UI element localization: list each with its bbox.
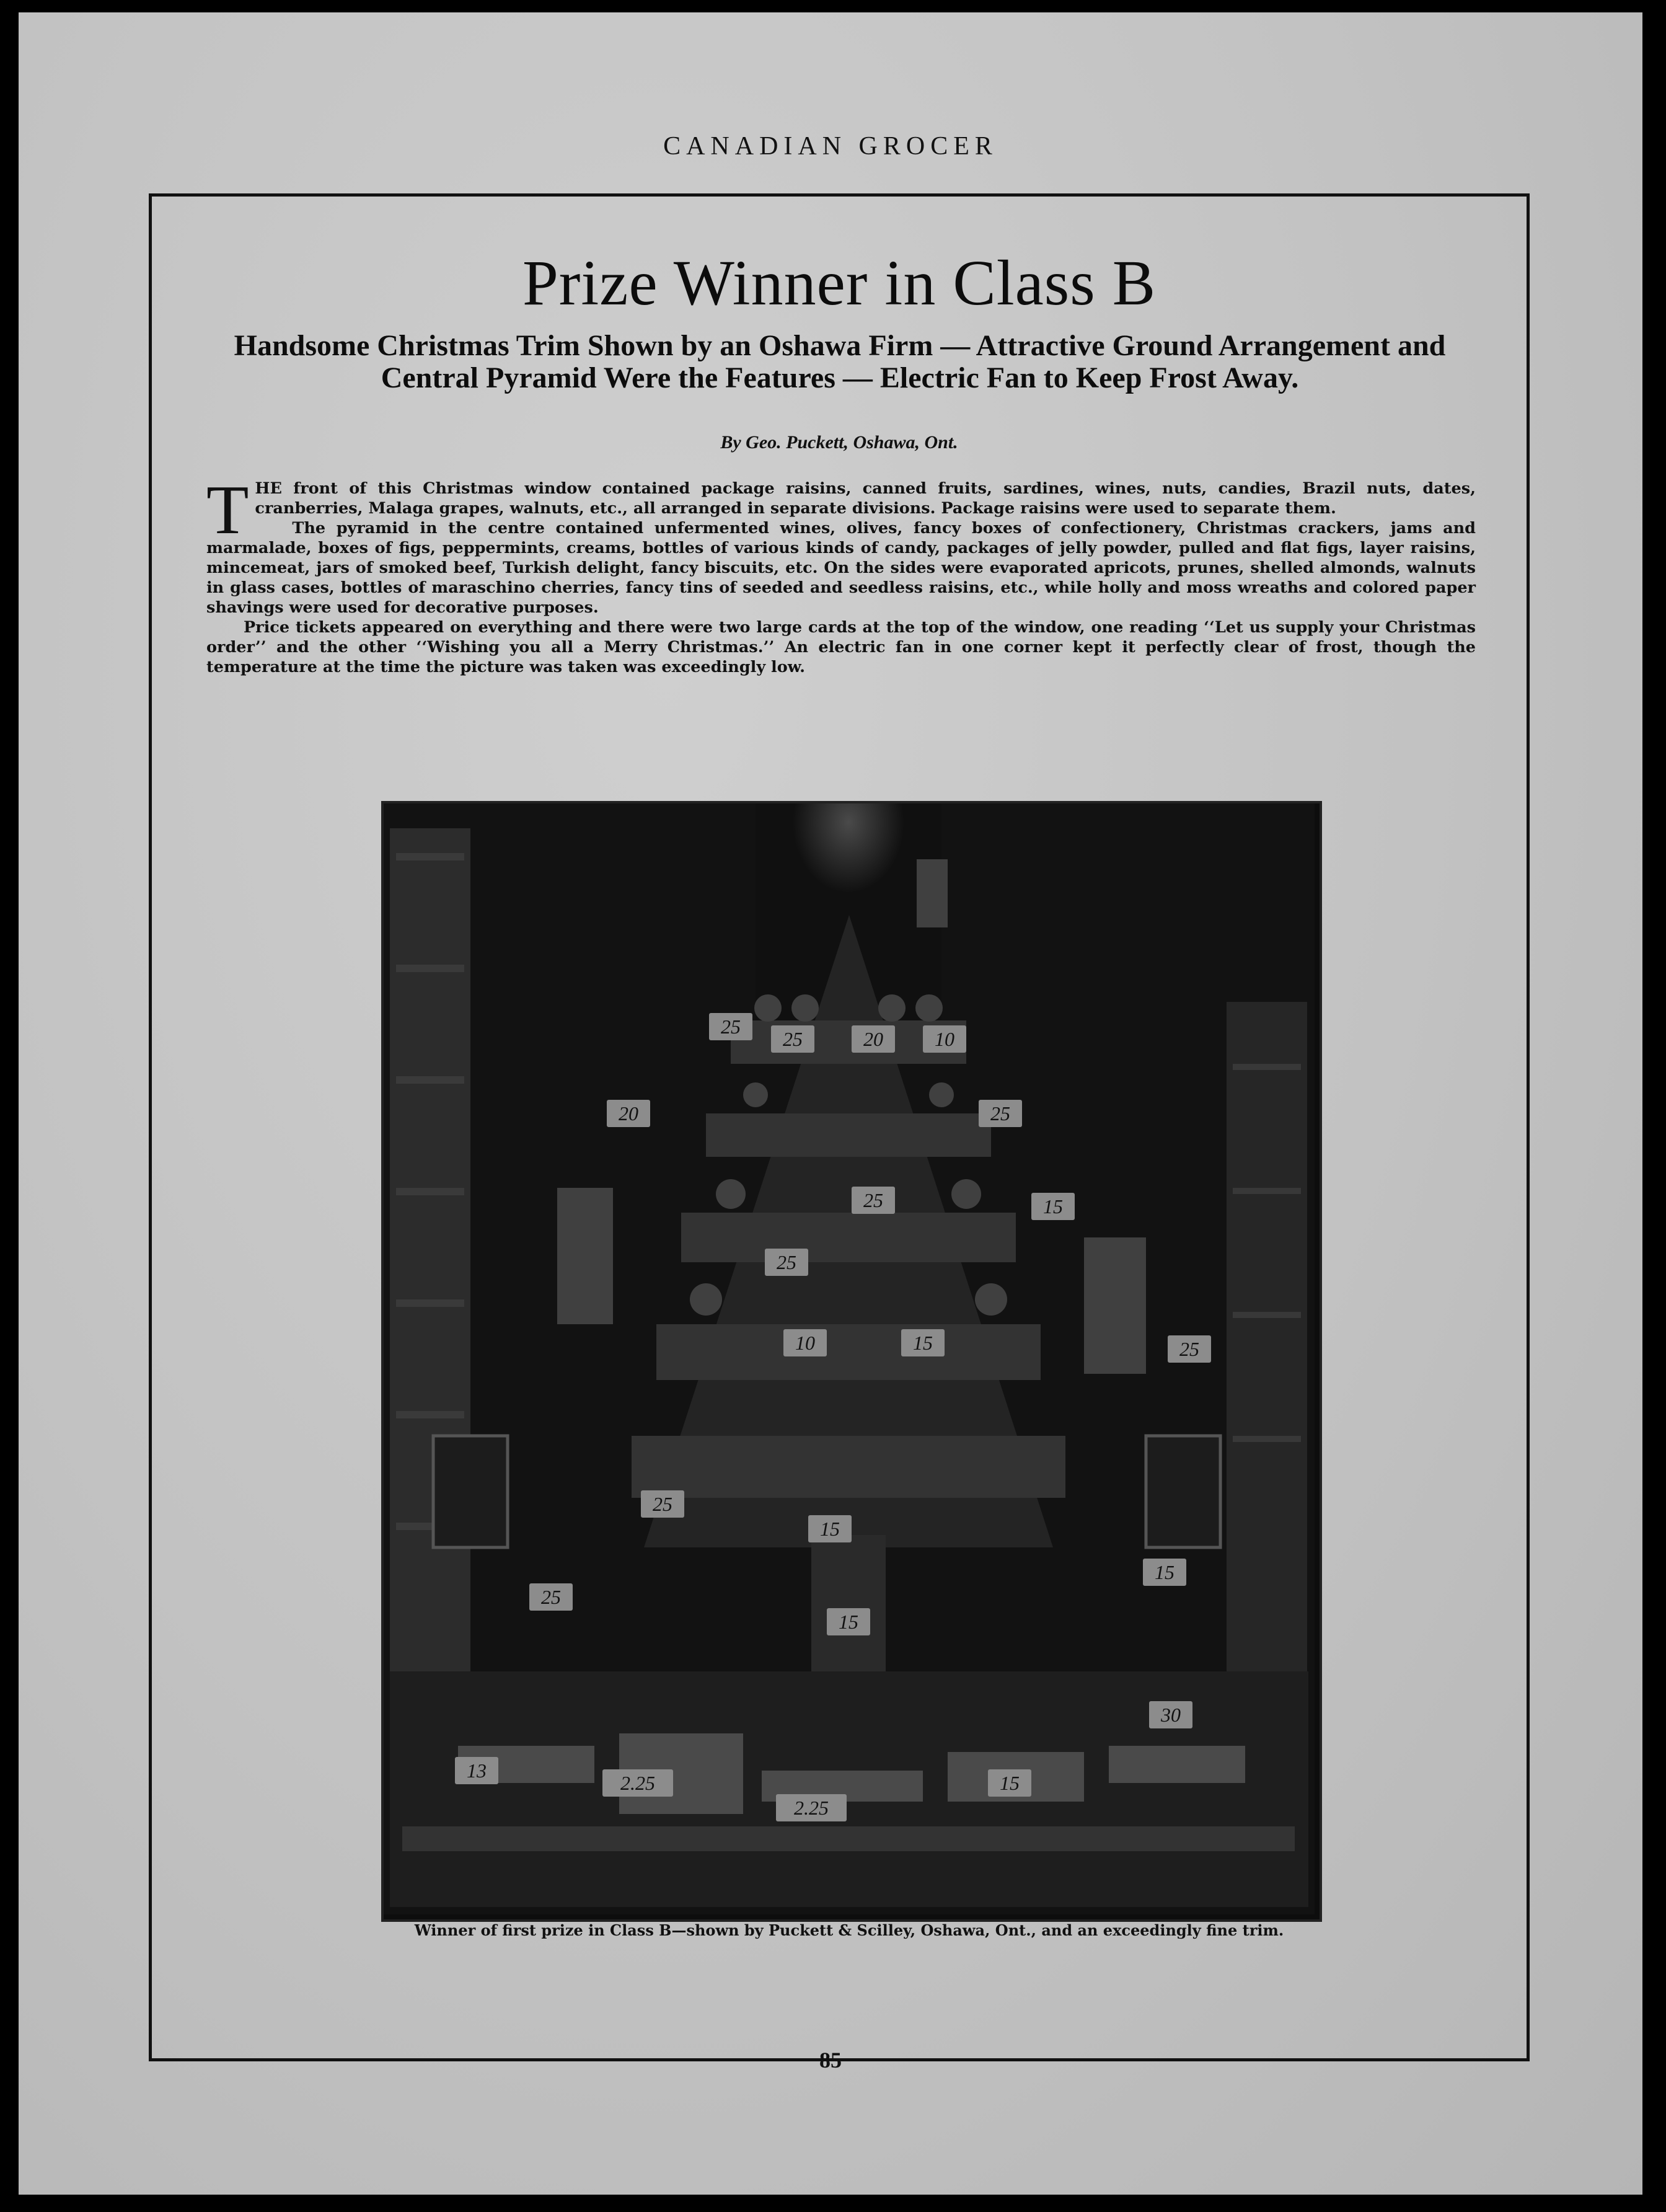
right-sign-frame	[1146, 1436, 1220, 1547]
magazine-page	[19, 12, 1642, 2195]
left-sign-frame	[433, 1436, 508, 1547]
paragraph-text: HE front of this Christmas window contained package raisins, canned fruits, sardines, wines, nuts, candies, Brazil nuts, dates, cranberries, Malaga grapes, walnuts, etc., all arranged in separate divisions. Package raisins were used to separate them.	[255, 479, 1476, 518]
price-ticket-label: 25	[653, 1493, 672, 1515]
price-ticket-label: 15	[1043, 1195, 1063, 1218]
drop-cap: T	[206, 472, 249, 549]
article-frame	[149, 193, 1530, 2061]
price-ticket-label: 15	[913, 1332, 933, 1354]
left-shelves	[390, 828, 470, 1758]
price-ticket-label: 25	[541, 1586, 561, 1608]
price-ticket-label: 2.25	[794, 1797, 829, 1819]
price-ticket-label: 15	[839, 1611, 858, 1633]
price-ticket-label: 20	[619, 1102, 638, 1125]
article-byline: By Geo. Puckett, Oshawa, Ont.	[720, 432, 958, 453]
price-ticket-label: 10	[795, 1332, 815, 1354]
price-ticket-label: 25	[1179, 1338, 1199, 1360]
price-ticket-label: 15	[1155, 1561, 1175, 1583]
price-ticket-label: 25	[990, 1102, 1010, 1125]
price-ticket-label: 20	[863, 1028, 883, 1050]
price-ticket-label: 13	[467, 1759, 487, 1782]
article-deck: Handsome Christmas Trim Shown by an Oshawa Firm — Attractive Ground Arrangement and Central Pyramid Were the Features — Electric Fan to Keep Frost Away.	[234, 329, 1446, 394]
price-ticket-label: 25	[863, 1189, 883, 1211]
price-ticket-label: 25	[777, 1251, 796, 1273]
price-ticket-label: 10	[935, 1028, 954, 1050]
article-title: Prize Winner in Class B	[522, 247, 1157, 319]
photo-caption: Winner of first prize in Class B—shown by Puckett & Scilley, Oshawa, Ont., and an exceedingly fine trim.	[414, 1921, 1284, 1939]
article-paragraph	[206, 472, 1476, 549]
price-ticket-label: 2.25	[620, 1772, 655, 1794]
window-display-photo	[381, 801, 1322, 1922]
page-number: 85	[819, 2048, 842, 2073]
price-ticket-label: 15	[820, 1518, 840, 1540]
price-ticket-label: 25	[721, 1015, 741, 1038]
price-ticket-label: 15	[1000, 1772, 1020, 1794]
price-ticket-label: 30	[1161, 1704, 1181, 1726]
article-body	[206, 472, 1476, 677]
price-ticket-label: 25	[783, 1028, 803, 1050]
right-shelves	[1227, 1002, 1307, 1777]
article-paragraph: Price tickets appeared on everything and there were two large cards at the top of the window, one reading ‘‘Let us supply your Christmas order’’ and the other ‘‘Wishing you all a Merry Christmas.’’ An electric fan in one corner kept it perfectly clear of frost, though the temperature at the time the picture was taken was exceedingly low.	[206, 618, 1476, 676]
photo-image	[384, 803, 1315, 1914]
running-head: CANADIAN GROCER	[663, 132, 998, 161]
article-paragraph: The pyramid in the centre contained unfermented wines, olives, fancy boxes of confectionery, Christmas crackers, jams and marmalade, boxes of figs, peppermints, creams, bottles of various kinds of candy, packages of jelly powder, pulled and flat figs, layer raisins, mincemeat, jars of smoked beef, Turkish delight, fancy biscuits, etc. On the sides were evaporated apricots, prunes, shelled almonds, walnuts in glass cases, bottles of maraschino cherries, fancy tins of seeded and seedless raisins, etc., while holly and moss wreaths and colored paper shavings were used for decorative purposes.	[206, 519, 1476, 617]
